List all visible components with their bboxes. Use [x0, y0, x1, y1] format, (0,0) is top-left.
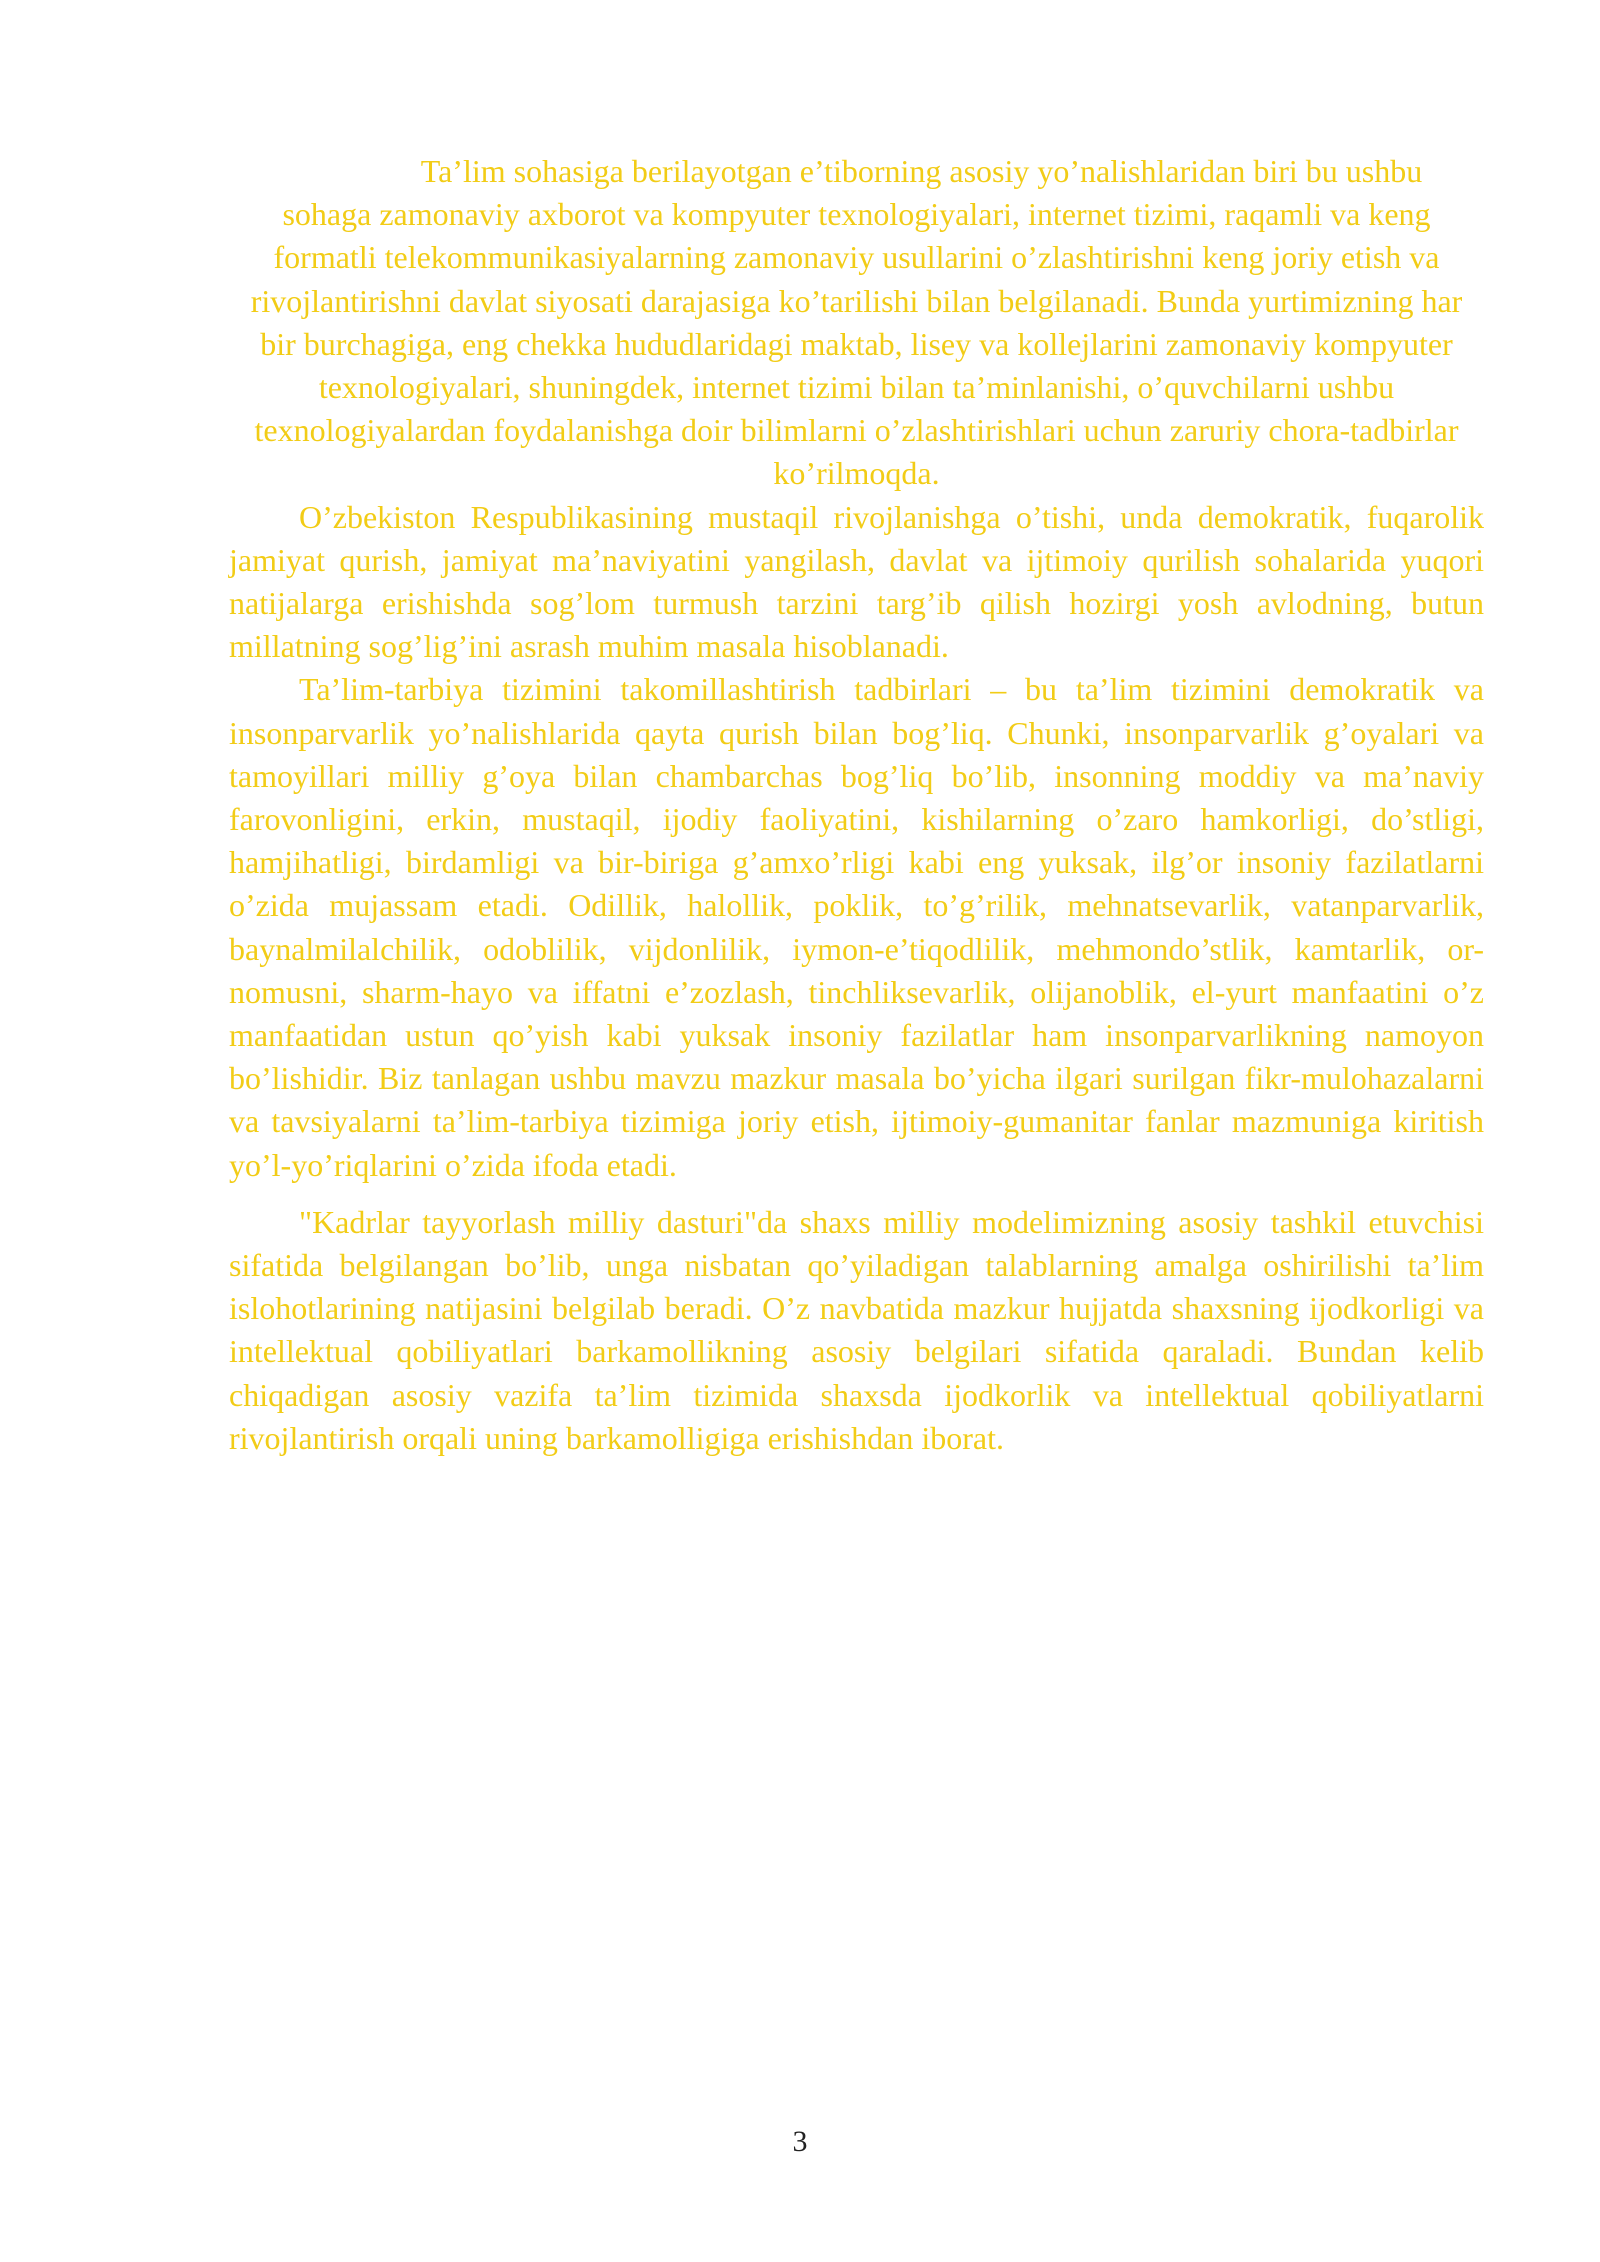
paragraph-3: Ta’lim-tarbiya tizimini takomillashtirish tadbirlari – bu ta’lim tizimini demokratik va insonparvarlik yo’nalishlarida qayta qurish bilan bog’liq. Chunki, insonparvarlik g’oyalari va tamoyillari milliy g’oya bilan chambarchas bog’liq bo’lib, insonning moddiy va ma’naviy farovonligini, erkin, mustaqil, ijodiy faoliyatini, kishilarning o’zaro hamkorligi, do’stligi, hamjihatligi, birdamligi va bir-biriga g’amxo’rligi kabi eng yuksak, ilg’or insoniy fazilatlarni o’zida mujassam etadi. Odillik, halollik, poklik, to’g’rilik, mehnatsevarlik, vatanparvarlik, baynalmilalchilik, odoblilik, vijdonlilik, iymon-e’tiqodlilik, mehmondo’stlik, kamtarlik, or-nomusni, sharm-hayo va iffatni e’zozlash, tinchliksevarlik, olijanoblik, el-yurt manfaatini o’z manfaatidan ustun qo’yish kabi yuksak insoniy fazilatlar ham insonparvarlikning namoyon bo’lishidir. Biz tanlagan ushbu mavzu mazkur masala bo’yicha ilgari surilgan fikr-mulohazalarni va tavsiyalarni ta’lim-tarbiya tizimiga joriy etish, ijtimoiy-gumanitar fanlar mazmuniga kiritish yo’l-yo’riqlarini o’zida ifoda etadi. [229, 671, 1484, 1183]
paragraph-1: Ta’lim sohasiga berilayotgan e’tiborning asosiy yo’nalishlaridan biri bu ushbu sohaga zamonaviy axborot va kompyuter texnologiyalari, internet tizimi, raqamli va keng formatli telekommunikasiyalarning zamonaviy usullarini o’zlashtirishni keng joriy etish va rivojlantirishni davlat siyosati darajasiga ko’tarilishi bilan belgilanadi. Bunda yurtimizning har bir burchagiga, eng chekka hududlaridagi maktab, lisey va kollejlarini zamonaviy kompyuter texnologiyalari, shuningdek, internet tizimi bilan ta’minlanishi, o’quvchilarni ushbu texnologiyalardan foydalanishga doir bilimlarni o’zlashtirishlari uchun zaruriy chora-tadbirlar ko’rilmoqda. [250, 153, 1463, 492]
document-body [229, 150, 1484, 1460]
paragraph-4: "Kadrlar tayyorlash milliy dasturi"da shaxs milliy modelimizning asosiy tashkil etuvchisi sifatida belgilangan bo’lib, unga nisbatan qo’yiladigan talablarning amalga oshirilishi ta’lim islohotlarining natijasini belgilab beradi. O’z navbatida mazkur hujjatda shaxsning ijodkorligi va intellektual qobiliyatlari barkamollikning asosiy belgilari sifatida qaraladi. Bundan kelib chiqadigan asosiy vazifa ta’lim tizimida shaxsda ijodkorlik va intellektual qobiliyatlarni rivojlantirish orqali uning barkamolligiga erishishdan iborat. [229, 1203, 1484, 1456]
paragraph-2: O’zbekiston Respublikasining mustaqil rivojlanishga o’tishi, unda demokratik, fuqarolik jamiyat qurish, jamiyat ma’naviyatini yangilash, davlat va ijtimoiy qurilish sohalarida yuqori natijalarga erishishda sog’lom turmush tarzini targ’ib qilish hozirgi yosh avlodning, butun millatning sog’lig’ini asrash muhim masala hisoblanadi. [229, 498, 1484, 665]
page-number: 3 [792, 2125, 808, 2158]
